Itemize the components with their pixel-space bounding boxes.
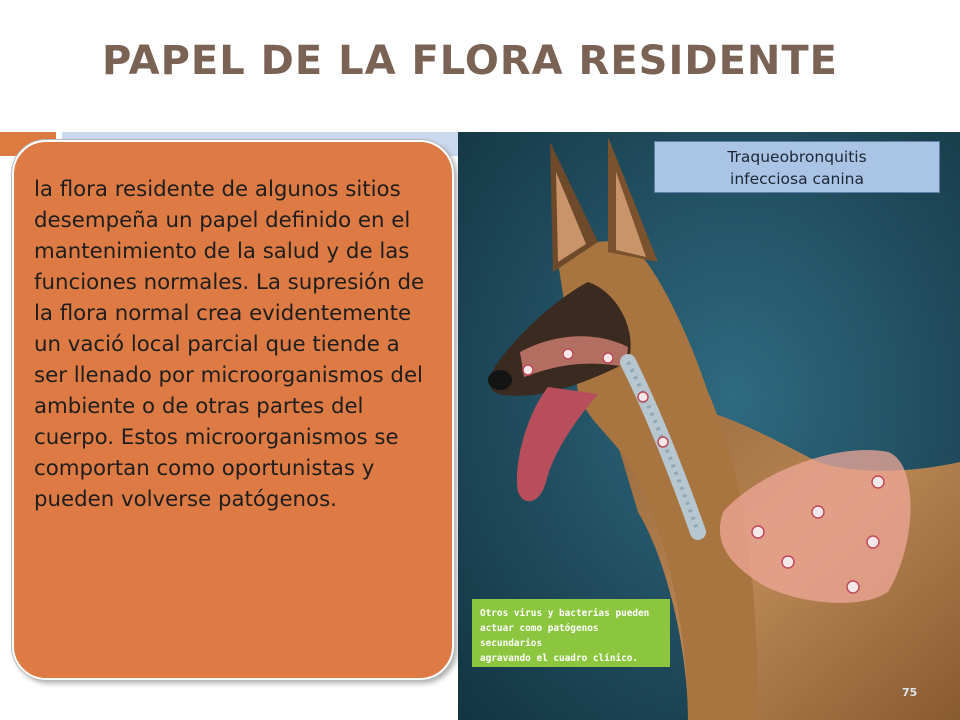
caption-box [654, 141, 940, 193]
caption-line-1: Traqueobronquitis [727, 148, 867, 166]
body-paragraph: la flora residente de algunos sitios desempeña un papel definido en el mantenimiento de la salud y de las funciones normales. La supresión de la flora normal crea evidentemente un vació local parcial que tiende a ser llenado por microorganismos del ambiente o de otras partes del cuerpo. Estos microorganismos se comportan como oportunistas y pueden volverse patógenos. [34, 177, 425, 512]
dog-nose [488, 370, 512, 390]
body-text-card [12, 140, 454, 680]
inset-note-box [472, 599, 670, 667]
caption-line-2: infecciosa canina [730, 170, 864, 188]
page-number: 75 [902, 686, 918, 699]
inset-note-line-3: agravando el cuadro clínico. [480, 653, 639, 664]
inset-note-line-1: Otros virus y bacterias pueden [480, 608, 650, 619]
inset-note-line-2: actuar como patógenos secundarios [480, 623, 599, 649]
slide-title: PAPEL DE LA FLORA RESIDENTE [102, 38, 838, 84]
